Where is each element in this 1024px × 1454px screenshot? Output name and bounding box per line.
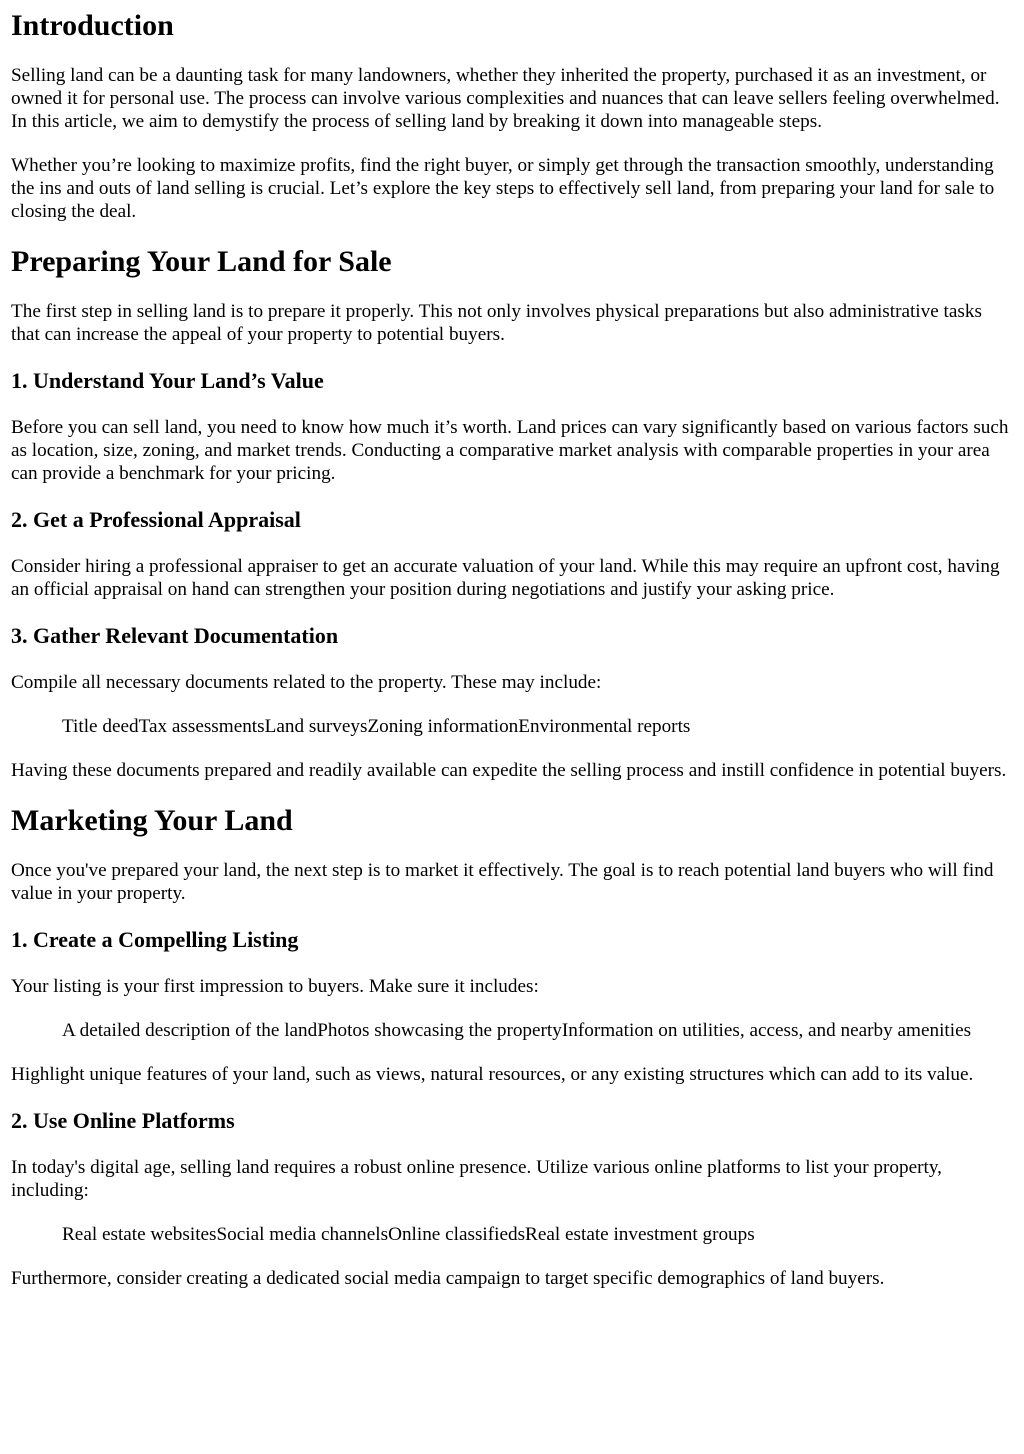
land-value-paragraph: Before you can sell land, you need to know how much it’s worth. Land prices can vary significantly based on various factors such as location, size, zoning, and market trends. Conducting a comparative market analysis with comparable properties in your area can provide a benchmark for your pricing.	[11, 417, 1009, 484]
intro-heading: Introduction	[11, 9, 174, 42]
intro-paragraph-2: Whether you’re looking to maximize profits, find the right buyer, or simply get through the transaction smoothly, understanding the ins and outs of land selling is crucial. Let’s explore the key steps to effectively sell land, from preparing your land for sale to closing the deal.	[11, 155, 995, 222]
list-item: Land surveys	[264, 716, 368, 737]
documentation-paragraph: Compile all necessary documents related to the property. These may include:	[11, 672, 602, 693]
appraisal-paragraph: Consider hiring a professional appraiser to get an accurate valuation of your land. While this may require an upfront cost, having an official appraisal on hand can strengthen your position during negotiations and justify your asking price.	[11, 556, 1000, 600]
list-item: Social media channels	[216, 1224, 389, 1245]
list-item: A detailed description of the land	[62, 1020, 318, 1041]
documentation-after-paragraph: Having these documents prepared and readily available can expedite the selling process and instill confidence in potential buyers.	[11, 760, 1007, 781]
marketing-paragraph: Once you've prepared your land, the next step is to market it effectively. The goal is to reach potential land buyers who will find value in your property.	[11, 860, 994, 904]
intro-paragraph-1: Selling land can be a daunting task for many landowners, whether they inherited the property, purchased it as an investment, or owned it for personal use. The process can involve various complexities and nuances that can leave sellers feeling overwhelmed. In this article, we aim to demystify the process of selling land by breaking it down into manageable steps.	[11, 65, 1000, 132]
listing-heading: 1. Create a Compelling Listing	[11, 927, 299, 952]
list-item: Online classifieds	[388, 1224, 526, 1245]
list-item: Tax assessments	[138, 716, 265, 737]
list-item: Real estate websites	[62, 1224, 217, 1245]
land-value-heading: 1. Understand Your Land’s Value	[11, 368, 324, 393]
documentation-heading: 3. Gather Relevant Documentation	[11, 623, 339, 648]
listing-after-paragraph: Highlight unique features of your land, such as views, natural resources, or any existing structures which can add to its value.	[11, 1064, 974, 1085]
list-item: Information on utilities, access, and nearby amenities	[561, 1020, 972, 1041]
marketing-heading: Marketing Your Land	[11, 804, 293, 837]
listing-list	[11, 1019, 1014, 1042]
list-item: Environmental reports	[518, 716, 691, 737]
preparing-heading: Preparing Your Land for Sale	[11, 245, 392, 278]
list-item: Real estate investment groups	[525, 1224, 755, 1245]
online-platforms-heading: 2. Use Online Platforms	[11, 1108, 235, 1133]
article	[0, 8, 1024, 1290]
preparing-paragraph: The first step in selling land is to prepare it properly. This not only involves physical preparations but also administrative tasks that can increase the appeal of your property to potential buyers.	[11, 301, 982, 345]
list-item: Photos showcasing the property	[317, 1020, 562, 1041]
list-item: Zoning information	[367, 716, 519, 737]
appraisal-heading: 2. Get a Professional Appraisal	[11, 507, 301, 532]
list-item: Title deed	[62, 716, 139, 737]
listing-paragraph: Your listing is your first impression to buyers. Make sure it includes:	[11, 976, 539, 997]
online-platforms-paragraph: In today's digital age, selling land requires a robust online presence. Utilize various online platforms to list your property, including:	[11, 1157, 942, 1201]
documentation-list	[11, 715, 1014, 738]
online-platforms-after-paragraph: Furthermore, consider creating a dedicated social media campaign to target specific demographics of land buyers.	[11, 1268, 885, 1289]
online-platforms-list	[11, 1223, 1014, 1246]
